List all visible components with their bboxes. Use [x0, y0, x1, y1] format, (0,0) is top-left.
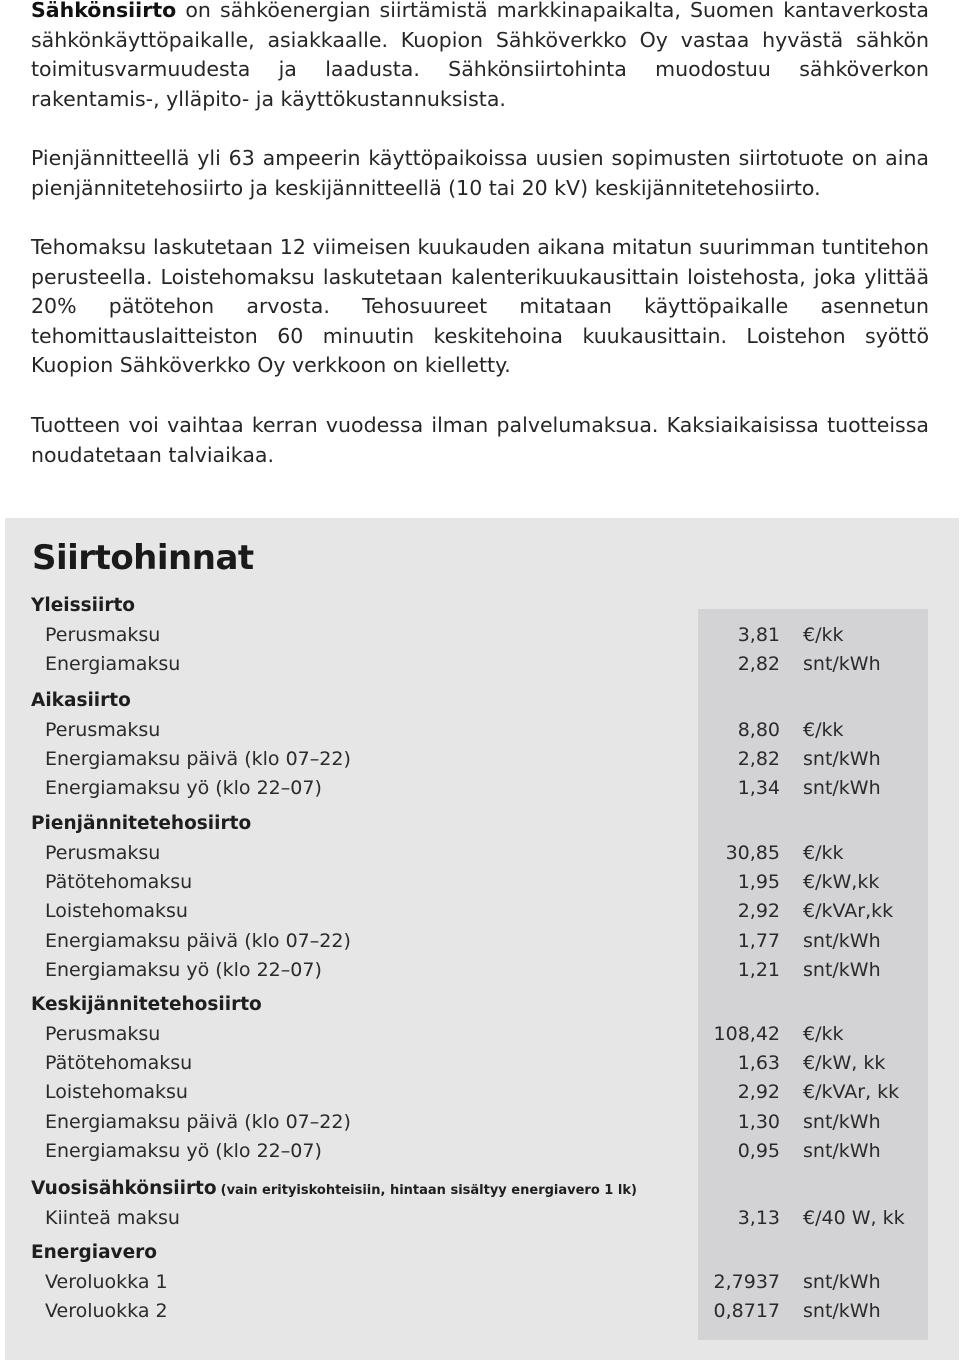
section-heading — [31, 810, 251, 838]
price-row-value: 3,81 — [737, 624, 780, 646]
price-row-unit: €/kk — [803, 842, 844, 864]
price-row-value: 1,95 — [737, 871, 780, 894]
intro-paragraph-4: Tuotteen voi vaihtaa kerran vuodessa ilman palvelumaksua. Kaksiaikaisissa tuotteissa noudatetaan talviaikaa. — [31, 413, 929, 467]
price-row-value: 2,92 — [737, 900, 780, 923]
price-row-value: 2,7937 — [713, 1271, 780, 1293]
price-row-label: Perusmaksu — [45, 624, 161, 646]
price-row-unit: €/kk — [803, 624, 844, 646]
section-heading — [31, 991, 262, 1019]
price-row-value: 108,42 — [713, 1023, 780, 1045]
price-row — [0, 1020, 960, 1049]
price-row-unit: €/kVAr,kk — [803, 900, 894, 923]
price-row-label: Energiamaksu päivä (klo 07–22) — [45, 748, 351, 771]
section-heading — [31, 687, 131, 715]
price-row-value: 2,82 — [737, 748, 780, 771]
price-row-label: Energiamaksu päivä (klo 07–22) — [45, 1110, 351, 1133]
price-row-unit: snt/kWh — [803, 748, 881, 771]
price-row-label: Pätötehomaksu — [45, 871, 193, 894]
price-row-unit: snt/kWh — [803, 1110, 881, 1133]
price-row-unit: snt/kWh — [803, 653, 881, 676]
price-row — [0, 650, 960, 679]
price-row-label: Veroluokka 1 — [45, 1271, 168, 1293]
price-row — [0, 868, 960, 897]
price-row-value: 3,13 — [737, 1207, 780, 1229]
price-row-value: 1,77 — [737, 929, 780, 952]
price-row-value: 1,34 — [737, 777, 780, 800]
price-row-label: Loistehomaksu — [45, 900, 188, 923]
intro-paragraph-1-text: on sähköenergian siirtämistä markkinapaikalta, Suomen kantaverkosta sähkönkäyttöpaikalle, asiakkaalle. Kuopion Sähköverkko Oy vastaa hyvästä sähkön toimitusvarmuudesta ja laadusta. Sähkönsiirtohinta muodostuu sähköverkon rakentamis-, ylläpito- ja käyttökustannuksista. — [31, 0, 929, 111]
section-heading — [31, 1175, 637, 1203]
intro-paragraph-1 — [31, 0, 929, 114]
price-row-unit: €/40 W, kk — [803, 1207, 905, 1229]
price-row-value: 1,30 — [737, 1110, 780, 1133]
price-row-label: Energiamaksu yö (klo 22–07) — [45, 777, 322, 800]
price-row-value: 1,21 — [737, 958, 780, 981]
price-row-value: 8,80 — [737, 719, 780, 741]
price-row-value: 0,8717 — [713, 1300, 780, 1323]
price-row-unit: snt/kWh — [803, 1300, 881, 1323]
section-heading-label: Yleissiirto — [31, 595, 136, 616]
price-row — [0, 621, 960, 650]
price-row-value: 1,63 — [737, 1052, 780, 1075]
section-heading — [31, 1239, 157, 1267]
intro-term-sahkonsiirto: Sähkönsiirto — [31, 0, 177, 22]
price-row — [0, 1137, 960, 1166]
section-heading — [31, 592, 135, 620]
price-row-label: Energiamaksu yö (klo 22–07) — [45, 958, 322, 981]
price-row-value: 2,92 — [737, 1081, 780, 1104]
price-row-value: 0,95 — [737, 1139, 780, 1162]
price-row — [0, 1204, 960, 1233]
price-row-label: Energiamaksu yö (klo 22–07) — [45, 1139, 322, 1162]
price-row — [0, 716, 960, 745]
section-heading-label: Aikasiirto — [31, 690, 131, 711]
section-heading-note: (vain erityiskohteisiin, hintaan sisältyy energiavero 1 lk) — [220, 1183, 637, 1198]
price-row-label: Kiinteä maksu — [45, 1207, 180, 1229]
price-row-unit: €/kW,kk — [803, 871, 880, 894]
intro-paragraph-2: Pienjännitteellä yli 63 ampeerin käyttöpaikoissa uusien sopimusten siirtotuote on aina pienjännitetehosiirto ja keskijännitteellä (10 tai 20 kV) keskijännitetehosiirto. — [31, 146, 929, 200]
price-row — [0, 1078, 960, 1107]
price-row-label: Perusmaksu — [45, 719, 161, 741]
price-row — [0, 956, 960, 985]
price-row-label: Energiamaksu päivä (klo 07–22) — [45, 929, 351, 952]
price-row-unit: snt/kWh — [803, 958, 881, 981]
price-row-unit: snt/kWh — [803, 1139, 881, 1162]
section-heading-label: Vuosisähkönsiirto — [31, 1178, 217, 1199]
price-row — [0, 839, 960, 868]
price-row-label: Perusmaksu — [45, 1023, 161, 1045]
price-row — [0, 1268, 960, 1297]
price-row — [0, 774, 960, 803]
price-row-label: Veroluokka 2 — [45, 1300, 168, 1323]
price-row — [0, 745, 960, 774]
price-row-unit: snt/kWh — [803, 929, 881, 952]
price-table-title: Siirtohinnat — [32, 538, 254, 578]
price-row-unit: €/kVAr, kk — [803, 1081, 900, 1104]
price-row — [0, 1108, 960, 1137]
price-row-value: 2,82 — [737, 653, 780, 676]
price-row-unit: €/kk — [803, 719, 844, 741]
price-row-unit: €/kW, kk — [803, 1052, 886, 1075]
price-row — [0, 1049, 960, 1078]
price-row-unit: snt/kWh — [803, 777, 881, 800]
price-row-label: Loistehomaksu — [45, 1081, 188, 1104]
price-row-unit: snt/kWh — [803, 1271, 881, 1293]
price-row — [0, 897, 960, 926]
price-row-label: Perusmaksu — [45, 842, 161, 864]
price-row — [0, 927, 960, 956]
price-row-label: Energiamaksu — [45, 653, 181, 676]
section-heading-label: Keskijännitetehosiirto — [31, 994, 262, 1015]
price-row — [0, 1297, 960, 1326]
section-heading-label: Energiavero — [31, 1242, 157, 1263]
price-row-value: 30,85 — [725, 842, 780, 864]
intro-paragraph-3: Tehomaksu laskutetaan 12 viimeisen kuukauden aikana mitatun suurimman tuntitehon perusteella. Loistehomaksu laskutetaan kalenterikuukausittain loistehosta, joka ylittää 20% pätötehon arvosta. Tehosuureet mitataan käyttöpaikalle asennetun tehomittauslaitteiston 60 minuutin keskitehoina kuukausittain. Loistehon syöttö Kuopion Sähköverkko Oy verkkoon on kielletty. — [31, 235, 929, 377]
price-row-unit: €/kk — [803, 1023, 844, 1045]
section-heading-label: Pienjännitetehosiirto — [31, 813, 252, 834]
price-row-label: Pätötehomaksu — [45, 1052, 193, 1075]
